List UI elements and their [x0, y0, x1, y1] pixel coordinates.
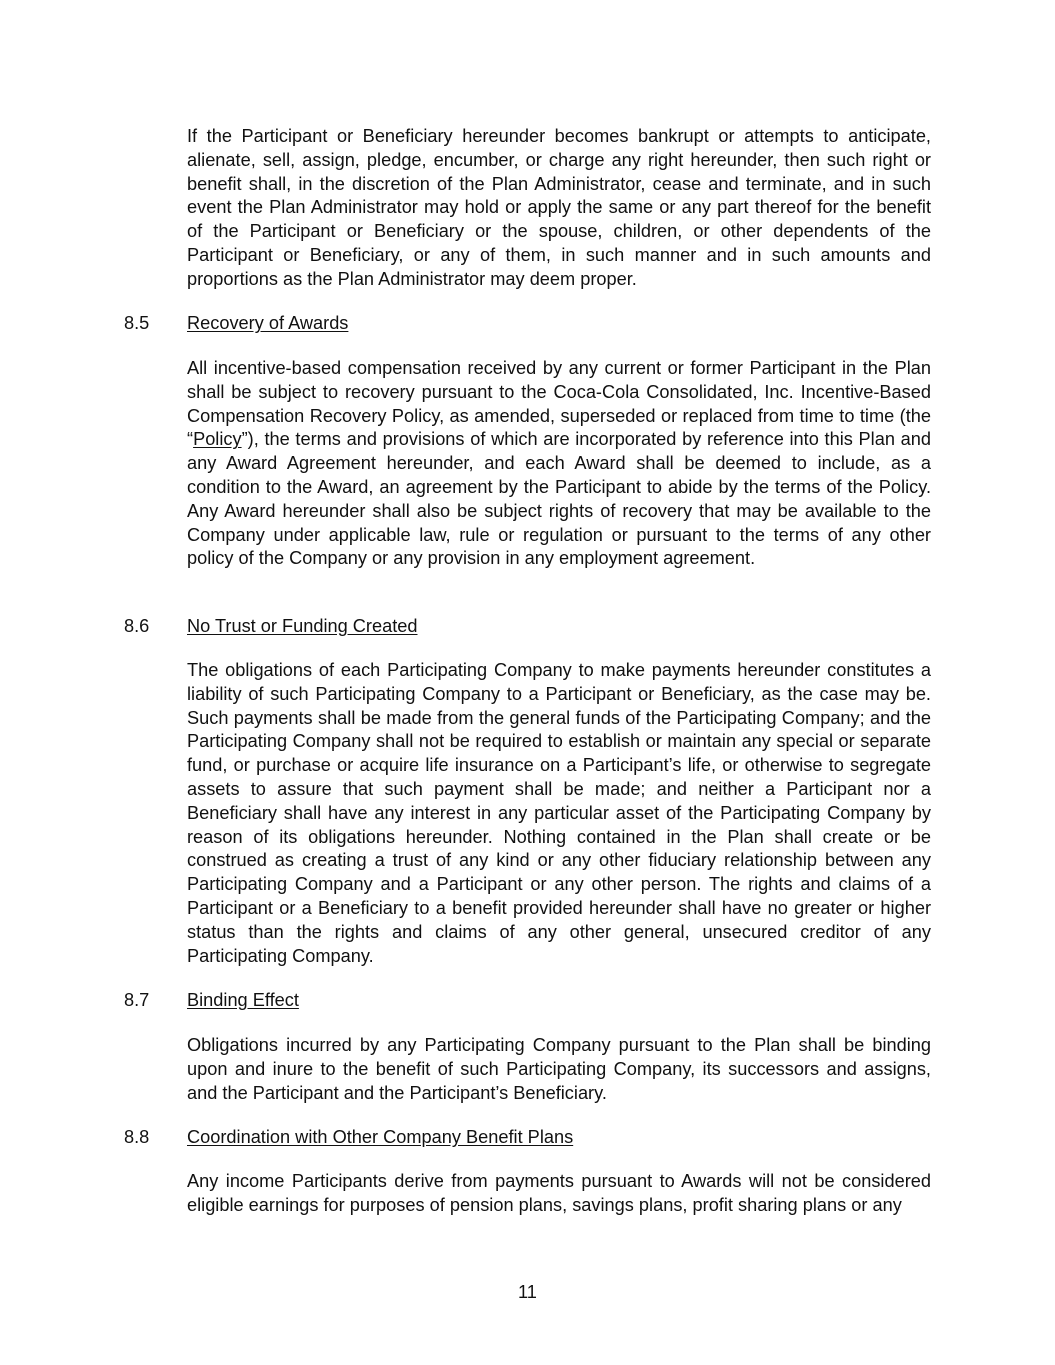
- section-number: 8.5: [124, 313, 150, 333]
- section-body-8-8: Any income Participants derive from payments pursuant to Awards will not be considered eligible earnings for purposes of pension plans, savings plans, profit sharing plans or any: [187, 1171, 931, 1215]
- section-title: No Trust or Funding Created: [187, 616, 418, 636]
- section-body-8-6: The obligations of each Participating Company to make payments hereunder constitutes a liability of such Participating Company to a Participant or Beneficiary, as the case may be. Such payments shall be made from the general funds of the Participating Company; and the Participating Company shall not be required to establish or maintain any special or separate fund, or purchase or acquire life insurance on a Participant’s life, or otherwise to segregate assets to assure that such payment shall be made; and neither a Participant nor a Beneficiary shall have any interest in any particular asset of the Participating Company by reason of its obligations hereunder. Nothing contained in the Plan shall create or be construed as creating a trust of any kind or any other fiduciary relationship between any Participating Company and a Participant or any other person. The rights and claims of a Participant or a Beneficiary to a benefit provided hereunder shall have no greater or higher status than the rights and claims of any other general, unsecured creditor of any Participating Company.: [187, 660, 931, 966]
- section-title: Binding Effect: [187, 990, 299, 1010]
- section-body-8-7: Obligations incurred by any Participating Company pursuant to the Plan shall be binding upon and inure to the benefit of such Participating Company, its successors and assigns, and the Participant and the Participant’s Beneficiary.: [187, 1035, 931, 1103]
- section-body-8-5: [187, 357, 931, 571]
- section-number: 8.8: [124, 1127, 150, 1147]
- defined-term-policy: Policy: [193, 429, 242, 450]
- section-body-text: All incentive-based compensation received by any current or former Participant in the Plan shall be subject to recovery pursuant to the Coca-Cola Consolidated, Inc. Incentive-Based Compensation Recovery Policy, as amended, superseded or replaced from time to time (the “: [187, 358, 931, 450]
- section-heading-8-8: [124, 1126, 931, 1150]
- section-title: Coordination with Other Company Benefit Plans: [187, 1127, 574, 1147]
- section-heading-8-5: [124, 312, 931, 336]
- intro-paragraph: If the Participant or Beneficiary hereunder becomes bankrupt or attempts to anticipate, alienate, sell, assign, pledge, encumber, or charge any right hereunder, then such right or benefit shall, in the discretion of the Plan Administrator, cease and terminate, and in such event the Plan Administrator may hold or apply the same or any part thereof for the benefit of the Participant or Beneficiary or the spouse, children, or other dependents of the Participant or Beneficiary, or any of them, in such manner and in such amounts and proportions as the Plan Administrator may deem proper.: [187, 126, 931, 289]
- section-heading-8-6: [124, 615, 931, 639]
- section-body-text: ”), the terms and provisions of which are incorporated by reference into this Plan and any Award Agreement hereunder, and each Award shall be deemed to include, as a condition to the Award, an agreement by the Participant to abide by the terms of the Policy. Any Award hereunder shall also be subject rights of recovery that may be available to the Company under applicable law, rule or regulation or pursuant to the terms of any other policy of the Company or any provision in any employment agreement.: [187, 429, 931, 569]
- section-heading-8-7: [124, 989, 931, 1013]
- section-number: 8.6: [124, 616, 150, 636]
- page-number: 11: [518, 1282, 537, 1302]
- section-title: Recovery of Awards: [187, 313, 349, 333]
- section-number: 8.7: [124, 990, 150, 1010]
